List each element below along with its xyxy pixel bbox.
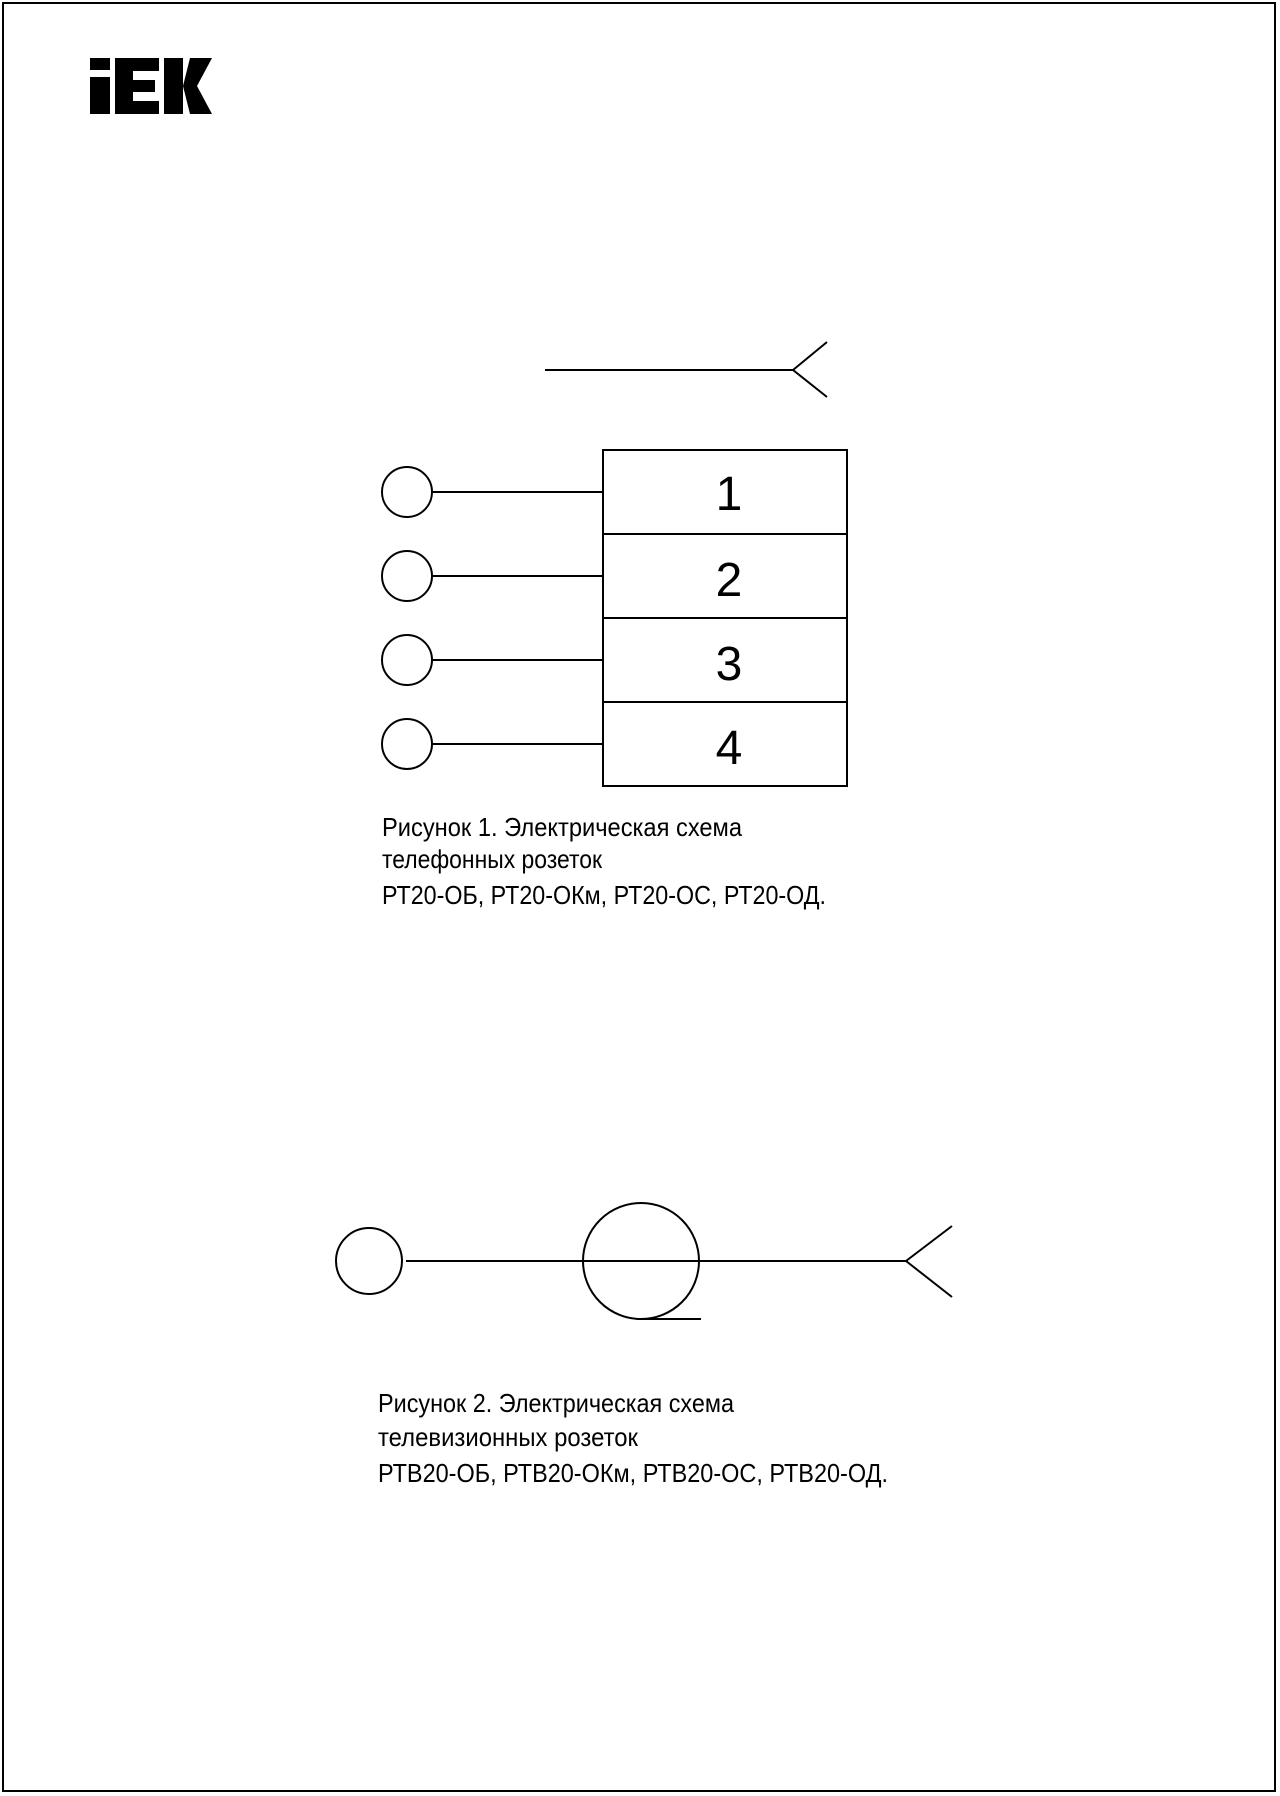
fig1-fork-lower (793, 370, 827, 397)
fig1-caption-line-3: РТ20-ОБ, РТ20-ОКм, РТ20-ОС, РТ20-ОД. (382, 880, 826, 910)
fig2-caption-line-2: телевизионных розеток (378, 1422, 639, 1452)
contact-circle-4 (382, 719, 432, 769)
figure2-diagram (336, 1203, 952, 1319)
fig1-fork-upper (793, 342, 827, 370)
iek-logo (90, 58, 212, 114)
fig2-fork-upper (906, 1226, 952, 1261)
fig2-caption-line-3: РТВ20-ОБ, РТВ20-ОКм, РТВ20-ОС, РТВ20-ОД. (378, 1458, 888, 1488)
figure1-diagram (382, 342, 847, 786)
tv-contact-circle (336, 1228, 402, 1294)
terminal-label-3: 3 (715, 638, 743, 691)
terminal-labels (716, 468, 743, 775)
fig2-caption-line-1: Рисунок 2. Электрическая схема (378, 1388, 735, 1418)
terminal-label-1: 1 (715, 468, 743, 521)
figure2-caption (378, 1388, 888, 1488)
fig1-caption-line-1: Рисунок 1. Электрическая схема (382, 812, 743, 842)
fig1-caption-line-2: телефонных розеток (382, 844, 603, 874)
figure1-caption (382, 812, 826, 910)
contact-circle-1 (382, 467, 432, 517)
contact-circle-3 (382, 635, 432, 685)
terminal-label-4: 4 (715, 722, 743, 775)
contact-circle-2 (382, 551, 432, 601)
terminal-label-2: 2 (715, 554, 743, 607)
fig2-fork-lower (906, 1261, 952, 1297)
